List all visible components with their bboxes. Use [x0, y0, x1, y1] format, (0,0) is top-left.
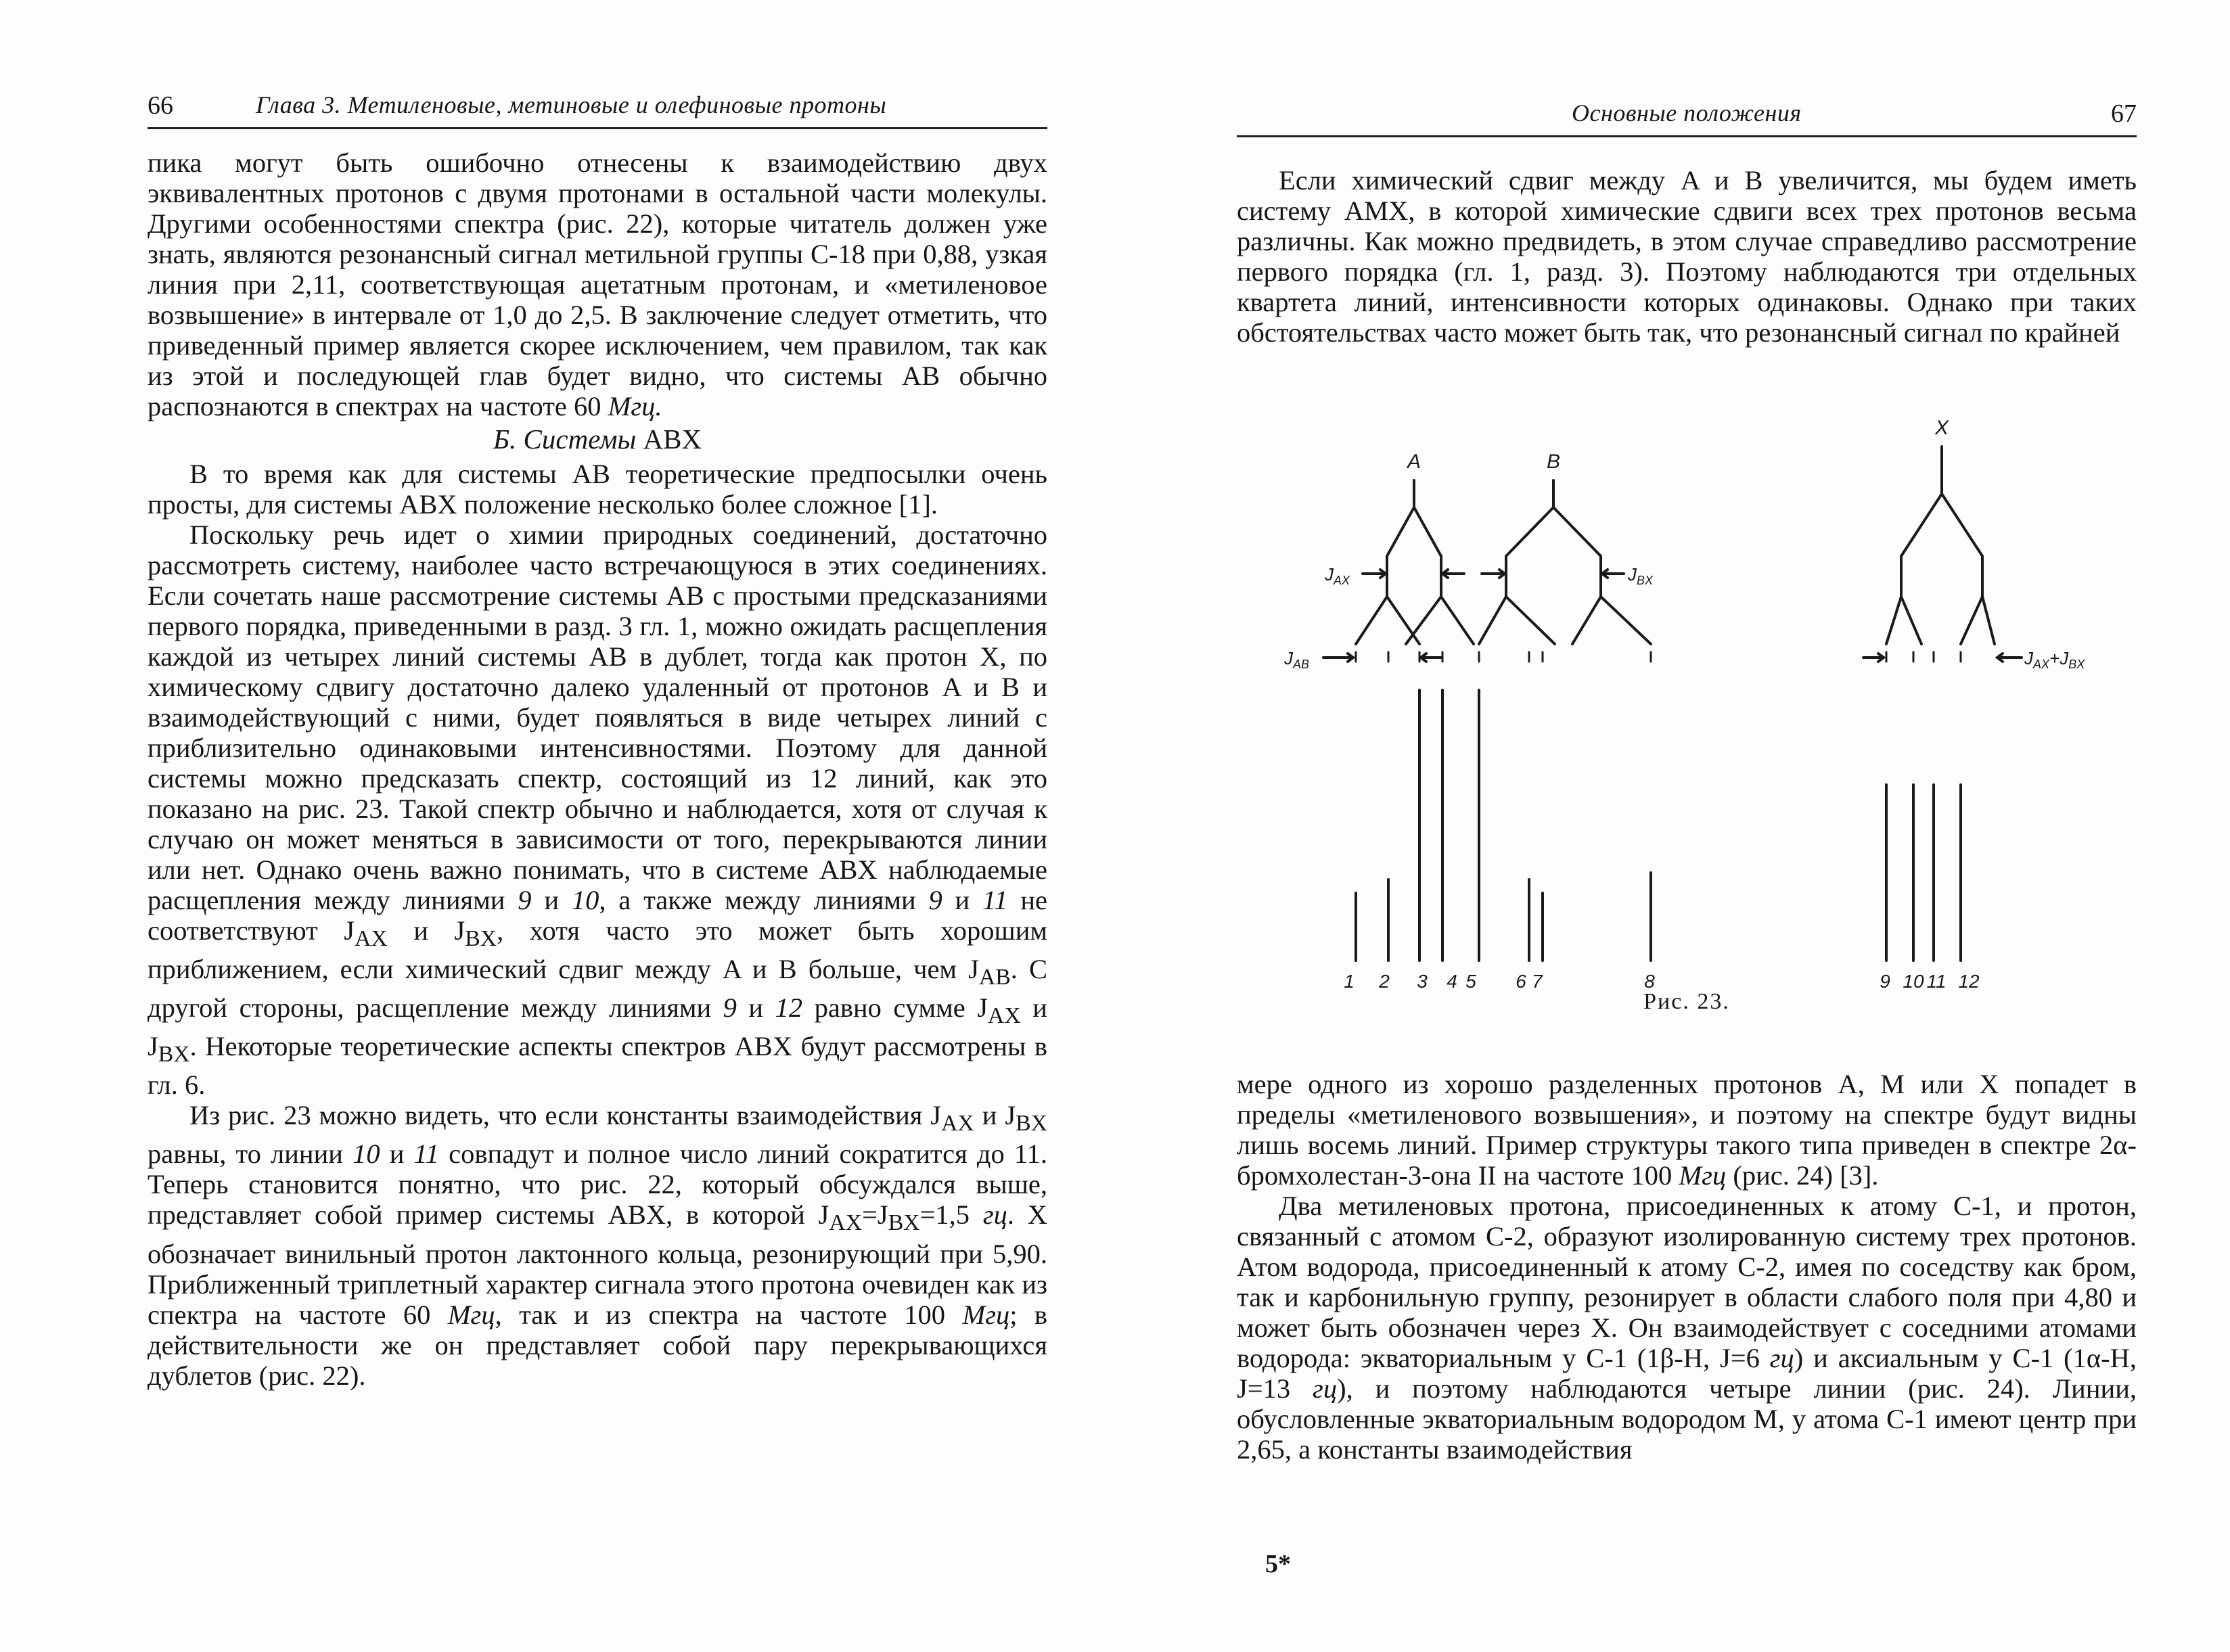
p3-text-e: не соответствуют J — [147, 885, 1048, 946]
line-label-11: 11 — [1926, 971, 1947, 992]
label-x: X — [1935, 417, 1949, 439]
p4-line-11: 11 — [413, 1139, 440, 1170]
tree-x-l4 — [1982, 597, 1995, 644]
label-jbx: $J_{BX}$ — [1628, 564, 1654, 587]
line-label-6: 6 — [1516, 971, 1526, 992]
tree-a-branch-right — [1414, 507, 1441, 556]
left-page-body — [147, 147, 1047, 1391]
p3-sub-ax: AX — [355, 926, 388, 952]
label-b: B — [1547, 451, 1561, 473]
tree-a-l2 — [1387, 597, 1419, 644]
tree-b-branch-left — [1506, 507, 1553, 556]
line-label-7: 7 — [1532, 971, 1543, 992]
line-label-10: 10 — [1903, 971, 1924, 992]
line-label-2: 2 — [1379, 971, 1390, 992]
p4-sub-ax: AX — [941, 1111, 974, 1137]
line-label-5: 5 — [1465, 971, 1476, 992]
line-label-9: 9 — [1880, 971, 1890, 992]
p3-line-9b: 9 — [928, 885, 942, 915]
spectrum-lines — [1356, 690, 1961, 961]
p3-line-9c: 9 — [723, 992, 737, 1024]
tree-b-l3 — [1572, 597, 1601, 644]
tree-a-branch-left — [1387, 507, 1414, 556]
right-page — [1115, 0, 2230, 1652]
p3-line-12: 12 — [775, 992, 803, 1024]
right-paragraph-3 — [1237, 1191, 2137, 1465]
line-label-8: 8 — [1644, 971, 1655, 992]
p4-text-b: и J — [974, 1100, 1016, 1131]
tree-x-branch-left — [1901, 494, 1942, 556]
abx-splitting-diagram — [1237, 406, 2137, 992]
left-paragraph-1 — [147, 147, 1047, 421]
p3-text-f: и J — [387, 915, 465, 946]
right-page-number: 67 — [2111, 99, 2137, 128]
tree-b-branch-right — [1553, 507, 1601, 556]
p4-sub-bx: BX — [1016, 1111, 1047, 1137]
p4-text-j: ; в действительности же он представляет собой пару перекрывающихся дублетов (рис. 22). — [147, 1299, 1048, 1391]
p3-sub-ax2: AX — [988, 1003, 1021, 1029]
right-page-bottom-text — [1237, 1069, 2137, 1465]
right-page-header — [1237, 95, 2137, 137]
p4-text-g: =1,5 — [919, 1199, 983, 1231]
p3-text-i: и — [736, 992, 775, 1024]
right-paragraph-2 — [1237, 1069, 2137, 1191]
right-running-head: Основные положения — [1572, 99, 1802, 127]
left-paragraph-3 — [147, 520, 1047, 1100]
rp3-text-a: Два метиленовых протона, присоединенных к атому C-1, и протон, связанный с атомом C-2, образуют изолированную систему трех протонов. Атом водорода, присоединенный к атому C-2, имея по соседству как бром, так и карбонильную группу, резонирует в области слабого поля при 4,80 и может быть обозначен через X. Он взаимодействует с соседними атомами водорода: экваториальным у C-1 (1β-H, J=6 — [1237, 1191, 2137, 1373]
left-running-head: Глава 3. Метиленовые, метиновые и олефиновые протоны — [256, 91, 887, 118]
line-label-4: 4 — [1447, 971, 1457, 992]
left-paragraph-1-text: пика могут быть ошибочно отнесены к взаимодействию двух эквивалентных протонов с двумя протонами в остальной части молекулы. Другими особенностями спектра (рис. 22), которые читатель должен уже знать, являются резонансный сигнал метильной группы C-18 при 0,88, узкая линия при 2,11, соответствующая ацетатным протонам, и «метиленовое возвышение» в интервале от 1,0 до 2,5. В заключение следует отметить, что приведенный пример является скорее исключением, чем правилом, так как из этой и последующей глав будет видно, что системы AB обычно распознаются в спектрах на частоте 60 — [147, 147, 1047, 421]
p4-unit-mhz-1: Мгц — [447, 1299, 495, 1330]
rp3-text-c: ), и поэтому наблюдаются четыре линии (рис. 24). Линии, обусловленные экваториальным водородом M, у атома C-1 имеют центр при 2,65, а константы взаимодействия — [1237, 1373, 2137, 1465]
signature-mark: 5* — [1265, 1550, 1291, 1578]
line-label-3: 3 — [1417, 971, 1428, 992]
p3-text-g: , хотя часто это может быть хорошим приближением, если химический сдвиг между A и B больше, чем J — [147, 915, 1047, 985]
left-paragraph-4 — [147, 1100, 1047, 1390]
section-heading-abx-label: ABX — [643, 423, 702, 455]
p3-text-c: , а также между линиями — [599, 885, 929, 915]
left-paragraph-2: В то время как для системы AB теоретические предпосылки очень просты, для системы ABX положение несколько более сложное [1]. — [147, 459, 1047, 520]
rp3-unit-hz-1: гц — [1769, 1343, 1794, 1373]
p3-text-a: Поскольку речь идет о химии природных соединений, достаточно рассмотреть систему, наиболее часто встречающуюся в этих соединениях. Если сочетать наше рассмотрение системы AB с простыми предсказаниями первого порядка, приведенными в разд. 3 гл. 1, можно ожидать расщепления каждой из четырех линий системы AB в дублет, тогда как протон X, по химическому сдвигу достаточно далеко удаленный от протонов A и B и взаимодействующий с ними, будет появляться в виде четырех линий с приблизительно одинаковыми интенсивностями. Поэтому для данной системы можно предсказать спектр, состоящий из 12 линий, как это показано на рис. 23. Такой спектр обычно и наблюдается, хотя от случая к случаю он может меняться в зависимости от того, перекрываются линии или нет. Однако очень важно понимать, что в системе ABX наблюдаемые расщепления между линиями — [147, 520, 1047, 915]
right-page-top-text — [1237, 165, 2137, 348]
p3-text-k: и J — [147, 992, 1047, 1062]
p3-text-j: равно сумме J — [802, 992, 988, 1024]
p4-text-d: и — [380, 1139, 414, 1170]
p4-sub-bx2: BX — [888, 1210, 920, 1236]
p3-line-10: 10 — [571, 885, 599, 915]
tree-b-l4 — [1601, 597, 1651, 644]
diagram-lines — [1323, 446, 2022, 961]
line-label-1: 1 — [1344, 971, 1355, 992]
p3-sub-bx2: BX — [158, 1042, 190, 1068]
section-heading-text: Б. Системы — [493, 423, 637, 455]
tree-x-l2 — [1901, 597, 1921, 644]
p4-text-e: совпадут и полное число линий сократится до 11. Теперь становится понятно, что рис. 22, который обсуждался выше, представляет собой пример системы ABX, в которой J — [147, 1139, 1047, 1231]
tree-b-l2 — [1506, 597, 1555, 644]
p3-text-l: . Некоторые теоретические аспекты спектров ABX будут рассмотрены в гл. 6. — [147, 1031, 1047, 1101]
p4-unit-mhz-2: Мгц — [962, 1299, 1010, 1330]
p4-sub-ax2: AX — [829, 1210, 863, 1236]
label-jax-plus-jbx: $J_{AX}+J_{BX}$ — [2024, 648, 2085, 671]
figure-23 — [1237, 406, 2137, 1015]
tree-x-l1 — [1886, 597, 1901, 644]
p4-unit-hz: гц — [982, 1199, 1007, 1231]
rp3-unit-hz-2: гц — [1313, 1373, 1338, 1404]
label-jax: $J_{AX}$ — [1325, 564, 1350, 587]
p4-text-f: =J — [862, 1199, 888, 1231]
p3-sub-bx: BX — [465, 926, 497, 952]
rp2-unit-mhz: Мгц — [1679, 1160, 1727, 1191]
rp2-text-a: мере одного из хорошо разделенных протонов A, M или X попадет в пределы «метиленового возвышения», и поэтому на спектре будут видны лишь восемь линий. Пример структуры такого типа приведен в спектре 2α-бромхолестан-3-она II на частоте 100 — [1237, 1069, 2137, 1191]
section-heading-abx — [147, 424, 1047, 455]
tree-a-l4 — [1441, 597, 1474, 644]
figure-caption: Рис. 23. — [1643, 989, 1730, 1014]
p4-text-a: Из рис. 23 можно видеть, что если константы взаимодействия J — [189, 1100, 942, 1131]
tree-b-l1 — [1479, 597, 1506, 644]
p3-text-d: и — [942, 885, 983, 915]
p3-text-h: . С другой стороны, расщепление между линиями — [147, 954, 1047, 1024]
p4-text-c: равны, то линии — [147, 1139, 353, 1170]
tree-a-l1 — [1356, 597, 1387, 644]
p3-text-b: и — [531, 885, 572, 915]
line-label-12: 12 — [1958, 971, 1980, 992]
rp2-text-b: (рис. 24) [3]. — [1726, 1160, 1879, 1191]
label-jab: $J_{AB}$ — [1284, 648, 1310, 671]
right-paragraph-1: Если химический сдвиг между A и B увеличится, мы будем иметь систему AMX, в которой химические сдвиги всех трех протонов весьма различны. Как можно предвидеть, в этом случае справедливо рассмотрение первого порядка (гл. 1, разд. 3). Поэтому наблюдаются три отдельных квартета линий, интенсивности которых одинаковы. Однако при таких обстоятельствах часто может быть так, что резонансный сигнал по крайней — [1237, 165, 2137, 348]
left-page-header — [147, 87, 1047, 129]
label-a: A — [1407, 451, 1421, 473]
p3-line-11: 11 — [982, 885, 1008, 915]
left-page-number: 66 — [147, 91, 173, 120]
p4-text-i: , так и из спектра на частоте 100 — [495, 1299, 963, 1330]
p3-sub-ab: AB — [978, 965, 1011, 990]
p3-line-9: 9 — [518, 885, 532, 915]
p4-line-10: 10 — [352, 1139, 380, 1170]
rp3-text-b: ) и аксиальным у C-1 (1α-H, J=13 — [1237, 1343, 2137, 1404]
p4-text-h: . X обозначает винильный протон лактонного кольца, резонирующий при 5,90. Приближенный триплетный характер сигнала этого протона очевиден как из спектра на частоте 60 — [147, 1199, 1048, 1330]
tree-x-branch-right — [1942, 494, 1982, 556]
tree-x-l3 — [1961, 597, 1982, 644]
tree-a-l3 — [1406, 597, 1441, 644]
unit-mhz: Мгц. — [608, 391, 662, 421]
